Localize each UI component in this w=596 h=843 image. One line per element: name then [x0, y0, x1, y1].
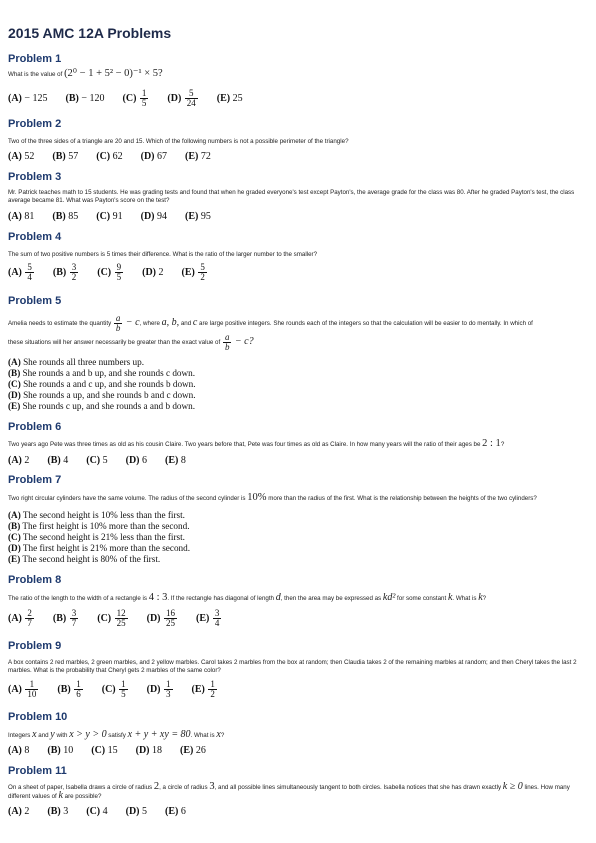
choice-text: She rounds a and b up, and she rounds c down. — [22, 368, 196, 378]
choice-value: 85 — [68, 211, 79, 223]
fraction — [185, 89, 198, 108]
answer-choice — [86, 455, 107, 466]
problem-text: Two of the three sides of a triangle are 20 and 15. Which of the following numbers is not a possible perimeter of the triangle? — [8, 138, 349, 145]
fraction-denominator: 5 — [121, 689, 126, 699]
choice-text: The second height is 21% less than the first. — [22, 532, 185, 542]
choice-value: 2 — [24, 455, 30, 467]
choice-label: (E) — [8, 554, 21, 564]
fraction-denominator: 2 — [210, 689, 215, 699]
choice-value: 81 — [24, 211, 35, 223]
math-expression: k — [478, 592, 483, 603]
answer-item — [8, 357, 196, 368]
choice-label: (A) — [8, 211, 22, 223]
choice-label: (C) — [91, 745, 106, 757]
math-expression: 10% — [247, 492, 267, 503]
answer-choice — [136, 745, 162, 756]
choice-value: 67 — [157, 151, 168, 163]
fraction-numerator: 5 — [200, 262, 205, 272]
fraction-denominator: 24 — [186, 98, 196, 108]
choice-label: (C) — [97, 266, 112, 278]
choice-value: 8 — [24, 745, 30, 757]
fraction-numerator: 1 — [76, 679, 81, 689]
fraction-denominator: 3 — [166, 689, 171, 699]
answer-choice — [96, 151, 122, 162]
answer-item — [8, 368, 196, 379]
answer-choice — [126, 455, 147, 466]
math-expression: k — [447, 592, 453, 603]
answer-choices — [8, 263, 226, 282]
problem-heading: Problem 7 — [8, 474, 62, 486]
answer-choice — [66, 93, 105, 104]
problem-text-segment: are large positive integers. She rounds each of the integers so that the calculation will be easier to do mentally. In which of — [197, 320, 533, 328]
choice-label: (A) — [8, 455, 22, 467]
problem-text-segment: and — [179, 320, 193, 328]
problem-text-segment: . What is — [452, 595, 479, 602]
choice-label: (A) — [8, 151, 22, 163]
answer-item — [8, 379, 196, 390]
math-expression: k — [58, 790, 63, 802]
choice-label: (E) — [180, 745, 194, 757]
problem-text: Mr. Patrick teaches math to 15 students. He was grading tests and found that when he graded everyone's test except Payton's, the average grade for the class was 80. After he graded Payton's test, the class average became 81. What was Payton's score on the test? — [8, 189, 575, 205]
fraction — [25, 263, 34, 282]
answer-choices — [8, 745, 224, 756]
answer-choice — [180, 745, 206, 756]
math-expression: x — [32, 729, 37, 740]
choice-label: (D) — [140, 151, 155, 163]
answer-choice — [123, 89, 150, 108]
problem-text-segment: , a circle of radius — [159, 784, 210, 791]
choice-label: (A) — [8, 745, 22, 757]
answer-choice — [182, 263, 208, 282]
fraction — [70, 609, 79, 628]
fraction — [140, 89, 149, 108]
problem-text-segment: and — [36, 732, 51, 739]
answer-choice — [96, 211, 122, 222]
choice-label: (C) — [8, 532, 21, 542]
choice-value: 95 — [200, 211, 211, 223]
answer-choices — [8, 680, 236, 699]
fraction-numerator: 1 — [210, 679, 215, 689]
choice-label: (A) — [8, 266, 22, 278]
choice-value: 2 — [24, 806, 30, 818]
problem-heading: Problem 11 — [8, 765, 67, 777]
answer-list — [8, 357, 196, 412]
answer-choice — [47, 455, 68, 466]
choice-label: (D) — [135, 745, 150, 757]
fraction-denominator: 10 — [27, 689, 37, 699]
fraction — [198, 263, 207, 282]
problem-heading: Problem 8 — [8, 574, 62, 586]
answer-list — [8, 510, 190, 565]
choice-label: (C) — [8, 379, 21, 389]
choice-label: (A) — [8, 612, 22, 624]
answer-choice — [185, 151, 211, 162]
choice-value: 52 — [24, 151, 35, 163]
choice-label: (C) — [96, 211, 111, 223]
answer-choice — [147, 609, 178, 628]
choice-value: 2 — [158, 267, 164, 278]
choice-value: 5 — [142, 806, 148, 818]
answer-choice — [8, 151, 34, 162]
choice-label: (E) — [165, 455, 179, 467]
choice-value: 62 — [112, 151, 123, 163]
problem-heading: Problem 4 — [8, 231, 62, 243]
choice-value: 5 — [102, 455, 108, 467]
math-expression: 4 : 3 — [148, 592, 168, 603]
fraction — [74, 680, 83, 699]
choice-label: (B) — [57, 683, 71, 695]
fraction — [164, 609, 177, 628]
choice-label: (B) — [52, 266, 67, 278]
fraction-denominator: 2 — [200, 272, 205, 282]
answer-choice — [167, 89, 198, 108]
answer-choice — [141, 151, 167, 162]
fraction-numerator: 3 — [71, 262, 77, 272]
fraction-numerator: 1 — [141, 88, 147, 98]
answer-choice — [126, 806, 147, 817]
fraction-numerator: 9 — [116, 262, 122, 272]
choice-value: 15 — [107, 745, 118, 757]
choice-label: (B) — [52, 211, 66, 223]
answer-choice — [52, 211, 78, 222]
choice-label: (E) — [165, 806, 179, 818]
problem-text — [8, 440, 588, 449]
answer-choice — [8, 263, 35, 282]
choice-value: 57 — [68, 151, 79, 163]
page-title: 2015 AMC 12A Problems — [8, 25, 172, 41]
fraction — [115, 609, 128, 628]
answer-item — [8, 401, 196, 412]
answer-choice — [57, 680, 83, 699]
fraction-numerator: a — [115, 313, 121, 323]
fraction-denominator: 4 — [214, 618, 220, 628]
choice-label: (B) — [52, 612, 67, 624]
choice-text: She rounds c up, and she rounds a and b down. — [22, 401, 196, 411]
fraction-numerator: a — [224, 332, 230, 342]
math-expression: a, b, — [161, 317, 180, 329]
math-expression: c — [192, 317, 198, 329]
choice-label: (E) — [185, 151, 199, 163]
choice-label: (D) — [142, 267, 157, 278]
choice-label: (D) — [8, 390, 21, 400]
fraction — [115, 263, 124, 282]
fraction-denominator: 5 — [141, 98, 147, 108]
fraction-denominator: 4 — [27, 272, 32, 282]
fraction-denominator: 25 — [166, 618, 176, 628]
fraction — [119, 680, 128, 699]
choice-value: 25 — [232, 93, 243, 104]
fraction-numerator: 2 — [27, 608, 32, 618]
problem-text-segment: The ratio of the length to the width of a rectangle is — [8, 595, 149, 602]
problem-text-segment: are possible? — [62, 793, 102, 801]
answer-choice — [47, 806, 68, 817]
choice-text: She rounds a up, and she rounds b and c down. — [23, 390, 196, 400]
choice-value: 6 — [180, 806, 186, 818]
fraction-denominator: 5 — [116, 272, 122, 282]
answer-choice — [86, 806, 107, 817]
fraction-denominator: 6 — [76, 689, 81, 699]
choice-value: 4 — [102, 806, 108, 818]
fraction — [70, 263, 79, 282]
choice-label: (D) — [125, 806, 140, 818]
fraction-denominator: b — [224, 342, 230, 352]
choice-label: (B) — [8, 368, 21, 378]
problem-text-segment: ? — [482, 595, 487, 602]
choice-value: 8 — [180, 455, 186, 467]
answer-choice — [165, 806, 186, 817]
choice-label: (C) — [86, 455, 101, 467]
math-expression: 2 : 1 — [482, 438, 501, 449]
fraction — [208, 680, 217, 699]
answer-item — [8, 390, 196, 401]
problem-text-segment: Two years ago Pete was three times as old as his cousin Claire. Two years before that, Pete was four times as old as Claire. In how many years will the ratio of their ages be — [8, 441, 483, 448]
fraction — [223, 333, 232, 352]
problem-text-segment: , where — [139, 320, 162, 328]
choice-label: (D) — [146, 612, 161, 624]
problem-text — [8, 333, 588, 352]
choice-label: (A) — [8, 683, 22, 695]
problem-text-segment: On a sheet of paper, Isabella draws a circle of radius — [8, 784, 154, 791]
answer-choice — [8, 680, 39, 699]
fraction — [164, 680, 173, 699]
choice-label: (D) — [125, 455, 140, 467]
problem-text-segment: , and all possible lines simultaneously tangent to both circles. Isabella notices that she has drawn exactly — [214, 784, 503, 791]
problem-text — [8, 594, 588, 603]
math-expression: (2⁰ − 1 + 5² − 0)⁻¹ × 5? — [64, 68, 163, 79]
problem-text-segment: satisfy — [106, 732, 128, 739]
choice-text: The first height is 10% more than the second. — [22, 521, 190, 531]
answer-choice — [52, 151, 78, 162]
answer-choice — [217, 93, 243, 104]
fraction-numerator: 16 — [166, 608, 176, 618]
fraction-numerator: 12 — [116, 608, 126, 618]
answer-choice — [147, 680, 174, 699]
choice-value: 91 — [112, 211, 123, 223]
choice-text: She rounds all three numbers up. — [23, 357, 145, 367]
fraction — [25, 609, 34, 628]
fraction-numerator: 1 — [121, 679, 126, 689]
fraction-numerator: 5 — [27, 262, 32, 272]
answer-choice — [142, 267, 163, 278]
problem-text-segment: What is the value of — [8, 71, 65, 78]
choice-value: 18 — [152, 745, 163, 757]
problem-text-segment: . If the rectangle has diagonal of length — [167, 595, 276, 602]
problem-heading: Problem 2 — [8, 118, 62, 130]
fraction-numerator: 5 — [189, 88, 194, 98]
fraction — [25, 680, 38, 699]
choice-text: The second height is 10% less than the first. — [22, 510, 185, 520]
choice-label: (E) — [191, 683, 205, 695]
answer-choice — [8, 455, 29, 466]
problem-text-segment: ? — [220, 732, 225, 739]
fraction-denominator: 25 — [116, 618, 126, 628]
choice-label: (E) — [185, 211, 199, 223]
math-expression: 2 — [153, 781, 160, 792]
problem-heading: Problem 5 — [8, 295, 62, 307]
math-expression: k ≥ 0 — [502, 781, 523, 792]
problem-text-segment: with — [54, 732, 70, 739]
choice-value: 6 — [142, 455, 148, 467]
answer-choice — [8, 806, 29, 817]
choice-value: 26 — [195, 745, 206, 757]
choice-label: (A) — [8, 357, 21, 367]
answer-item — [8, 554, 190, 565]
answer-choices — [8, 89, 261, 108]
choice-label: (D) — [167, 92, 182, 104]
problem-text-segment: more than the radius of the first. What is the relationship between the heights of the two cylinders? — [266, 495, 537, 502]
choice-value: − 125 — [24, 93, 48, 104]
problem-text — [8, 783, 588, 802]
answer-choice — [8, 745, 29, 756]
fraction-denominator: 7 — [27, 618, 32, 628]
math-expression: x — [216, 729, 221, 740]
choice-text: She rounds a and c up, and she rounds b down. — [23, 379, 196, 389]
choice-label: (D) — [146, 683, 161, 695]
choice-label: (C) — [97, 612, 112, 624]
problem-text-segment: . What is — [190, 732, 217, 739]
choice-label: (E) — [8, 401, 21, 411]
fraction — [213, 609, 222, 628]
answer-choices — [8, 455, 204, 466]
choice-label: (D) — [8, 543, 21, 553]
problem-text-segment: lines. How many different values of — [8, 784, 570, 801]
math-expression: − c? — [232, 336, 254, 348]
choice-label: (C) — [96, 151, 111, 163]
problem-text-segment: Amelia needs to estimate the quantity — [8, 320, 113, 328]
choice-label: (D) — [140, 211, 155, 223]
problem-heading: Problem 6 — [8, 421, 62, 433]
problem-text-segment: Integers — [8, 732, 33, 739]
fraction-denominator: 7 — [71, 618, 77, 628]
choice-label: (B) — [47, 806, 61, 818]
math-expression: x + y + xy = 80 — [127, 729, 191, 740]
fraction-numerator: 3 — [214, 608, 220, 618]
math-expression: x > y > 0 — [69, 729, 107, 740]
answer-choice — [8, 93, 48, 104]
choice-value: 3 — [63, 806, 69, 818]
answer-choice — [53, 263, 79, 282]
choice-value: − 120 — [81, 93, 105, 104]
math-expression: y — [50, 729, 55, 740]
answer-item — [8, 521, 190, 532]
answer-item — [8, 532, 190, 543]
problem-text-segment: these situations will her answer necessarily be greater than the exact value of — [8, 339, 222, 347]
answer-choice — [141, 211, 167, 222]
answer-choices — [8, 151, 229, 162]
choice-text: The first height is 21% more than the second. — [22, 543, 191, 553]
answer-choice — [196, 609, 222, 628]
problem-text — [8, 494, 588, 503]
problem-text — [8, 70, 588, 79]
math-expression: d — [275, 592, 281, 603]
fraction-denominator: b — [115, 323, 121, 333]
answer-choice — [185, 211, 211, 222]
answer-item — [8, 543, 190, 554]
choice-label: (B) — [8, 521, 21, 531]
problem-text-segment: , then the area may be expressed as — [280, 595, 383, 602]
answer-choice — [53, 609, 79, 628]
choice-label: (C) — [101, 683, 116, 695]
fraction-numerator: 1 — [29, 679, 35, 689]
answer-choices — [8, 806, 204, 817]
fraction-denominator: 2 — [71, 272, 77, 282]
problem-text-segment: ? — [500, 441, 505, 448]
answer-choice — [192, 680, 218, 699]
problem-text — [8, 314, 588, 333]
math-expression: 3 — [209, 781, 215, 792]
fraction-numerator: 3 — [71, 608, 77, 618]
choice-label: (C) — [122, 92, 137, 104]
problem-text-segment: Two right circular cylinders have the same volume. The radius of the second cylinder is — [8, 495, 248, 502]
problem-heading: Problem 10 — [8, 711, 68, 723]
problem-text-segment: for some constant — [395, 595, 448, 602]
math-expression: kd² — [382, 592, 396, 603]
answer-choice — [8, 211, 34, 222]
answer-choices — [8, 609, 240, 628]
choice-label: (B) — [47, 745, 61, 757]
problem-heading: Problem 1 — [8, 53, 62, 65]
choice-value: 94 — [157, 211, 168, 223]
answer-choice — [47, 745, 73, 756]
choice-value: 72 — [200, 151, 211, 163]
problem-heading: Problem 3 — [8, 171, 62, 183]
fraction — [114, 314, 123, 333]
choice-label: (B) — [65, 93, 79, 104]
math-expression: − c — [123, 317, 140, 329]
answer-choice — [102, 680, 129, 699]
choice-label: (B) — [52, 151, 66, 163]
choice-label: (E) — [216, 93, 231, 104]
choice-label: (A) — [8, 806, 22, 818]
answer-choice — [8, 609, 35, 628]
problem-heading: Problem 9 — [8, 640, 62, 652]
answer-choice — [91, 745, 117, 756]
fraction-numerator: 1 — [166, 679, 171, 689]
answer-choice — [97, 609, 128, 628]
answer-choice — [97, 263, 124, 282]
problem-text: A box contains 2 red marbles, 2 green marbles, and 2 yellow marbles. Carol takes 2 marbles from the box at random; then Claudia takes 2 of the remaining marbles at random; and then Cheryl takes the last 2 marbles. What is the probability that Cheryl gets 2 marbles of the same color? — [8, 659, 577, 675]
choice-label: (C) — [86, 806, 101, 818]
problem-text — [8, 731, 588, 740]
answer-item — [8, 510, 190, 521]
choice-label: (A) — [8, 93, 22, 104]
choice-value: 10 — [63, 745, 74, 757]
choice-value: 4 — [63, 455, 69, 467]
answer-choice — [165, 455, 186, 466]
choice-label: (A) — [8, 510, 21, 520]
choice-label: (E) — [181, 266, 195, 278]
problem-text: The sum of two positive numbers is 5 times their difference. What is the ratio of the larger number to the smaller? — [8, 251, 318, 258]
answer-choices — [8, 211, 229, 222]
choice-label: (B) — [47, 455, 61, 467]
choice-text: The second height is 80% of the first. — [22, 554, 161, 564]
choice-label: (E) — [196, 612, 210, 624]
